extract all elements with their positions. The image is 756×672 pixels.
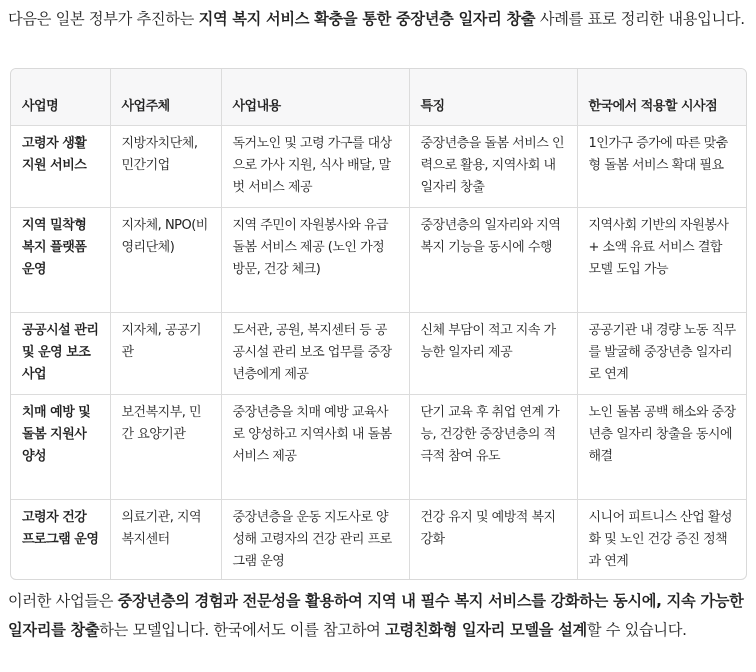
cases-table-container xyxy=(10,68,747,580)
header-implications: 한국에서 적용할 시사점 xyxy=(577,69,746,126)
cell-implications: 시니어 피트니스 산업 활성화 및 노인 건강 증진 정책과 연계 xyxy=(588,510,733,569)
header-operator: 사업주체 xyxy=(110,69,221,126)
conclusion-paragraph xyxy=(8,587,750,645)
cell-features: 건강 유지 및 예방적 복지 강화 xyxy=(409,500,577,581)
table-row xyxy=(11,500,746,581)
cell-operator: 의료기관, 지역 복지센터 xyxy=(110,500,221,581)
cell-features: 중장년층을 돌봄 서비스 인력으로 활용, 지역사회 내 일자리 창출 xyxy=(409,126,577,208)
cell-content: 독거노인 및 고령 가구를 대상으로 가사 지원, 식사 배달, 말벗 서비스 제공 xyxy=(221,126,409,208)
cell-content: 도서관, 공원, 복지센터 등 공공시설 관리 보조 업무를 중장년층에게 제공 xyxy=(221,313,409,395)
table-header-row xyxy=(11,69,746,126)
table-row xyxy=(11,313,746,395)
cell-operator: 보건복지부, 민간 요양기관 xyxy=(110,395,221,500)
cell-implications: 공공기관 내 경량 노동 직무를 발굴해 중장년층 일자리로 연계 xyxy=(577,313,746,395)
cell-features: 중장년층의 일자리와 지역 복지 기능을 동시에 수행 xyxy=(409,208,577,313)
cell-project-name: 지역 밀착형 복지 플랫폼 운영 xyxy=(11,208,110,313)
cell-project-name: 고령자 생활 지원 서비스 xyxy=(11,126,110,208)
cell-project-name: 공공시설 관리 및 운영 보조 사업 xyxy=(11,313,110,395)
intro-bold-1: 지역 복지 서비스 확충을 통한 중장년층 일자리 창출 xyxy=(198,10,536,28)
table-row xyxy=(11,126,746,208)
outro-bold-1: 중장년층의 경험과 전문성을 활용하여 지역 내 필수 복지 서비스를 강화하는 동시에, 지속 가능한 일자리를 창출 xyxy=(8,592,744,639)
table-row xyxy=(11,208,746,313)
cell-content: 지역 주민이 자원봉사와 유급 돌봄 서비스 제공 (노인 가정 방문, 건강 체크) xyxy=(221,208,409,313)
cell-operator: 지방자치단체, 민간기업 xyxy=(110,126,221,208)
outro-text-1: 이러한 사업들은 xyxy=(8,592,118,610)
cell-operator: 지자체, NPO(비영리단체) xyxy=(110,208,221,313)
outro-text-2: 하는 모델입니다. 한국에서도 이를 참고하여 xyxy=(99,621,386,639)
table-row xyxy=(11,395,746,500)
header-project-name: 사업명 xyxy=(11,69,110,126)
cell-features: 신체 부담이 적고 지속 가능한 일자리 제공 xyxy=(409,313,577,395)
cell-content: 중장년층을 운동 지도사로 양성해 고령자의 건강 관리 프로그램 운영 xyxy=(221,500,409,581)
cases-table xyxy=(11,69,746,580)
intro-text-1: 다음은 일본 정부가 추진하는 xyxy=(8,10,199,28)
intro-paragraph xyxy=(8,6,750,33)
cell-project-name: 치매 예방 및 돌봄 지원사 양성 xyxy=(11,395,110,500)
cell-project-name: 고령자 건강 프로그램 운영 xyxy=(11,500,110,581)
cell-features: 단기 교육 후 취업 연계 가능, 건강한 중장년층의 적극적 참여 유도 xyxy=(409,395,577,500)
cell-implications: 1인가구 증가에 따른 맞춤형 돌봄 서비스 확대 필요 xyxy=(577,126,746,208)
intro-text-2: 사례를 표로 정리한 내용입니다. xyxy=(535,10,745,28)
cell-operator: 지자체, 공공기관 xyxy=(110,313,221,395)
cell-content: 중장년층을 치매 예방 교육사로 양성하고 지역사회 내 돌봄 서비스 제공 xyxy=(221,395,409,500)
outro-text-3: 할 수 있습니다. xyxy=(586,621,687,639)
header-features: 특징 xyxy=(409,69,577,126)
cell-implications: 지역사회 기반의 자원봉사 + 소액 유료 서비스 결합 모델 도입 가능 xyxy=(577,208,746,313)
header-content: 사업내용 xyxy=(221,69,409,126)
cell-implications: 노인 돌봄 공백 해소와 중장년층 일자리 창출을 동시에 해결 xyxy=(577,395,746,500)
outro-bold-2: 고령친화형 일자리 모델을 설계 xyxy=(385,621,587,639)
